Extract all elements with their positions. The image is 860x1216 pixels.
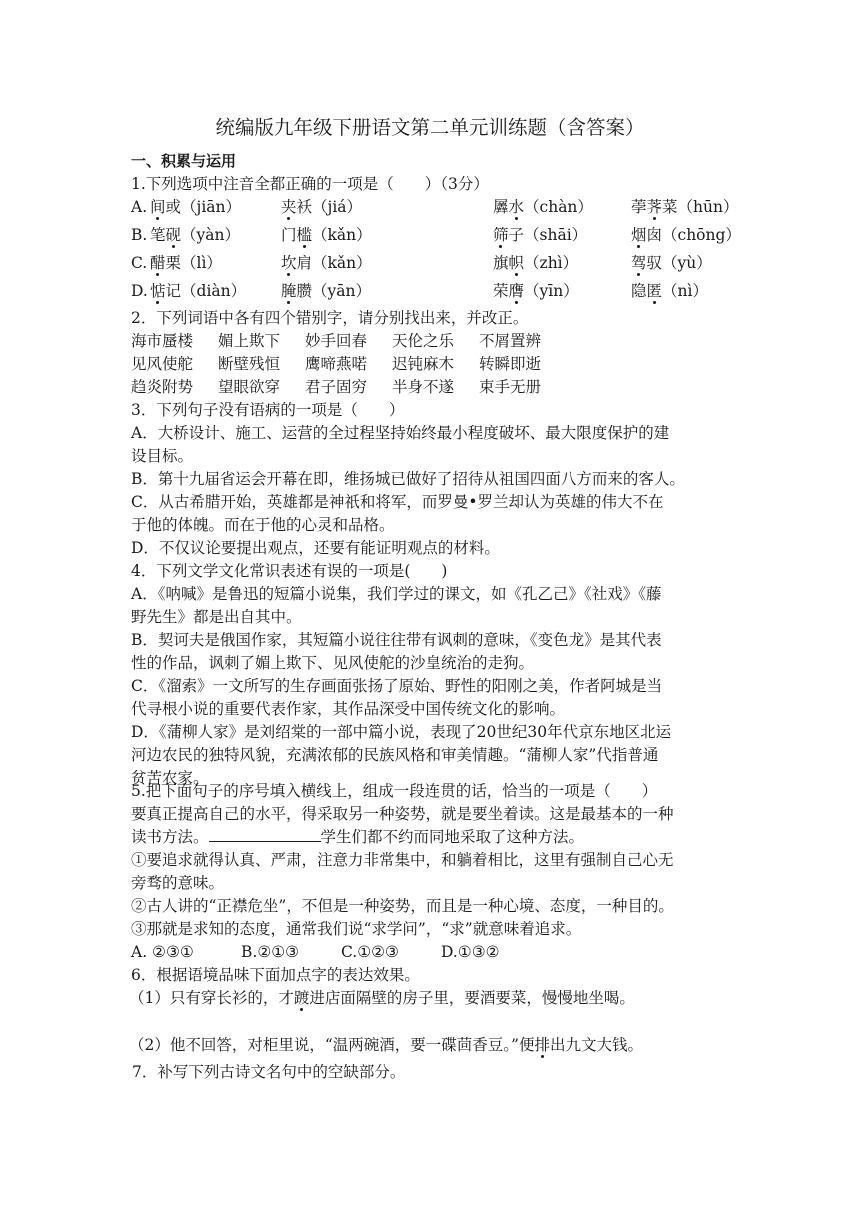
q1-pinyin-item <box>150 196 241 219</box>
q2-idiom: 束手无册 <box>479 378 542 396</box>
q2-idiom: 半身不遂 <box>392 378 455 396</box>
item-text: 羼 <box>493 198 509 216</box>
q2-idiom: 妙手回春 <box>305 332 368 350</box>
q1-stem: 1.下列选项中注音全都正确的一项是（ ）（3分） <box>131 175 489 193</box>
q2-stem: 2．下列词语中各有四个错别字，请分别找出来，并改正。 <box>131 309 529 327</box>
item-text: 菜（hūn） <box>662 198 739 216</box>
q6-s2-post: 出九文大钱。 <box>549 1036 643 1054</box>
q5-sentence-3: ③那就是求知的态度，通常我们说“求学问”，“求”就意味着追求。 <box>131 920 582 938</box>
q6-stem: 6．根据语境品味下面加点字的表达效果。 <box>131 966 420 984</box>
item-text: 肩（kǎn） <box>296 254 372 272</box>
q5-passage-start: 读书方法。 <box>131 828 209 846</box>
q1-pinyin-item <box>493 196 593 219</box>
item-text: 栗（lì） <box>165 254 222 272</box>
q6-s2-pre: （2）他不回答，对柜里说，“温两碗酒，要一碟茴香豆。”便 <box>129 1036 535 1054</box>
section-heading: 一、积累与运用 <box>131 152 237 170</box>
item-text: （nì） <box>662 282 708 300</box>
q5-option-d: D.①③② <box>441 943 500 961</box>
q2-idiom: 见风使舵 <box>131 355 194 373</box>
q5-passage-blank-line <box>131 826 731 849</box>
item-text: （kǎn） <box>312 226 372 244</box>
dotted-char: 槛 <box>296 226 313 244</box>
dotted-char: 膺 <box>508 282 525 300</box>
q3-option-c-cont: 于他的体魄。而在于他的心灵和品格。 <box>131 516 395 534</box>
dotted-char: 帜 <box>508 254 525 272</box>
q5-option-b: B.②①③ <box>241 943 300 961</box>
dotted-char: 荠 <box>646 198 663 216</box>
q1-pinyin-item <box>493 252 578 275</box>
q6-sentence-2 <box>129 1034 729 1057</box>
q5-passage: 要真正提高自己的水平，得采取另一种姿势，就是要坐着读。这是最基本的一种 <box>131 805 674 823</box>
item-text: 门 <box>281 226 297 244</box>
q4-option-a: A．《呐喊》是鲁迅的短篇小说集，我们学过的课文，如《孔乙己》《社戏》《藤 <box>131 585 662 603</box>
dotted-char: 间 <box>150 198 166 216</box>
q4-option-c: C．《溜索》一文所写的生存画面张扬了原始、野性的阳刚之美，作者阿城是当 <box>131 677 663 695</box>
q1-option-label: B. <box>131 226 148 244</box>
q2-idiom: 断壁残恒 <box>218 355 281 373</box>
q2-idiom: 趋炎附势 <box>131 378 194 396</box>
dotted-char: 醋 <box>150 254 166 272</box>
answer-blank[interactable] <box>209 827 321 842</box>
q5-option-c: C.①②③ <box>341 943 399 961</box>
q4-option-d-cont: 河边农民的独特风貌，充满浓郁的民族风格和审美情趣。“蒲柳人家”代指普通 <box>131 746 659 764</box>
q1-pinyin-item <box>150 280 246 303</box>
item-text: （chàn） <box>524 198 593 216</box>
dotted-char: 腌 <box>281 282 297 300</box>
dotted-char: 筛 <box>493 226 509 244</box>
q1-option-label: A. <box>131 198 148 216</box>
q6-s1-dotted-char: 踱 <box>293 989 310 1007</box>
q1-pinyin-item <box>281 280 371 303</box>
q1-pinyin-item <box>493 280 579 303</box>
q6-s1-pre: （1）只有穿长衫的，才 <box>129 989 294 1007</box>
q6-sentence-1 <box>129 987 729 1010</box>
q4-option-d: D．《蒲柳人家》是刘绍棠的一部中篇小说，表现了20世纪30年代京东地区北运 <box>131 723 672 741</box>
q1-pinyin-item <box>281 224 372 247</box>
q3-option-c: C．从古希腊开始，英雄都是神祇和将军，而罗曼•罗兰却认为英雄的伟大不在 <box>131 493 664 511</box>
q2-idiom: 不屑置辨 <box>479 332 542 350</box>
q1-option-label: C. <box>131 254 148 272</box>
q2-idiom: 转瞬即逝 <box>479 355 542 373</box>
q5-sentence-1: ①要追求就得认真、严肃，注意力非常集中，和躺着相比，这里有强制自己心无 <box>131 851 674 869</box>
q1-pinyin-item <box>281 196 362 219</box>
q5-passage-end: 学生们都不约而同地采取了这种方法。 <box>320 828 585 846</box>
q2-idiom: 迟钝麻木 <box>392 355 455 373</box>
dotted-char: 水 <box>508 198 525 216</box>
q5-sentence-2: ②古人讲的“正襟危坐”，不但是一种姿势，而且是一种心境、态度，一种目的。 <box>131 897 674 915</box>
item-text: 驭（yù） <box>646 254 712 272</box>
q3-option-a: A．大桥设计、施工、运营的全过程坚持始终最小程度破坏、最大限度保护的建 <box>131 424 670 442</box>
q2-idiom: 媚上欺下 <box>218 332 281 350</box>
q1-pinyin-item <box>150 224 240 247</box>
q1-pinyin-item <box>150 252 222 275</box>
q3-stem: 3．下列句子没有语病的一项是（ ） <box>131 401 405 419</box>
q4-option-a-cont: 野先生》都是出自其中。 <box>131 608 302 626</box>
item-text: 记（diàn） <box>165 282 247 300</box>
q3-option-d: D．不仅议论要提出观点，还要有能证明观点的材料。 <box>131 539 500 557</box>
q1-pinyin-item <box>493 224 587 247</box>
item-text: 荣 <box>493 282 509 300</box>
q4-stem: 4．下列文学文化常识表述有误的一项是( ) <box>131 562 448 580</box>
q6-s1-post: 进店面隔壁的房子里，要酒要菜，慢慢地坐喝。 <box>309 989 635 1007</box>
item-text: 囱（chōng） <box>646 226 741 244</box>
q4-option-b-cont: 性的作品，讽刺了媚上欺下、见风使舵的沙皇统治的走狗。 <box>131 654 535 672</box>
dotted-char: 驾 <box>631 254 647 272</box>
q4-option-b: B．契诃夫是俄国作家，其短篇小说往往带有讽刺的意味，《变色龙》是其代表 <box>131 631 662 649</box>
q2-idiom: 望眼欲穿 <box>218 378 281 396</box>
q2-idiom: 天伦之乐 <box>392 332 455 350</box>
q1-pinyin-item <box>631 196 738 219</box>
dotted-char: 坎 <box>281 254 297 272</box>
q3-option-b: B．第十九届省运会开幕在即，维扬城已做好了招待从祖国四面八方而来的客人。 <box>131 470 685 488</box>
q5-stem: 5.把下面句子的序号填入横线上，组成一段连贯的话，恰当的一项是（ ） <box>131 782 658 800</box>
dotted-char: 砚 <box>165 226 182 244</box>
q1-option-label: D. <box>131 282 148 300</box>
dotted-char: 匿 <box>646 282 663 300</box>
item-text: 荸 <box>631 198 647 216</box>
q1-pinyin-item <box>631 252 712 275</box>
q5-option-a: A. ②③① <box>131 943 194 961</box>
q6-s2-dotted-char: 排 <box>534 1036 550 1054</box>
item-text: （yīn） <box>524 282 579 300</box>
item-text: 或（jiān） <box>165 198 242 216</box>
q2-idiom: 鹰啼燕喏 <box>305 355 368 373</box>
dotted-char: 惦 <box>150 282 166 300</box>
item-text: 隐 <box>631 282 647 300</box>
q1-pinyin-item <box>281 252 372 275</box>
q2-idiom: 海市蜃楼 <box>131 332 194 350</box>
dotted-char: 夹 <box>281 198 297 216</box>
item-text: 旗 <box>493 254 509 272</box>
q1-pinyin-item <box>631 280 708 303</box>
item-text: 笔 <box>150 226 166 244</box>
item-text: 臜（yān） <box>296 282 371 300</box>
item-text: 子（shāi） <box>508 226 588 244</box>
dotted-char: 烟 <box>631 226 647 244</box>
q2-idiom: 君子固穷 <box>305 378 368 396</box>
q5-sentence-1-cont: 旁骛的意味。 <box>131 874 225 892</box>
item-text: 袄（jiá） <box>296 198 363 216</box>
q7-stem: 7．补写下列古诗文名句中的空缺部分。 <box>132 1063 406 1081</box>
q4-option-d-cont2: 贫苦农家。 <box>131 769 209 787</box>
document-title: 统编版九年级下册语文第二单元训练题（含答案） <box>215 116 645 139</box>
item-text: （zhì） <box>524 254 579 272</box>
q1-pinyin-item <box>631 224 741 247</box>
q4-option-c-cont: 代寻根小说的重要代表作家，其作品深受中国传统文化的影响。 <box>131 700 566 718</box>
q3-option-a-cont: 设目标。 <box>131 447 194 465</box>
item-text: （yàn） <box>181 226 241 244</box>
